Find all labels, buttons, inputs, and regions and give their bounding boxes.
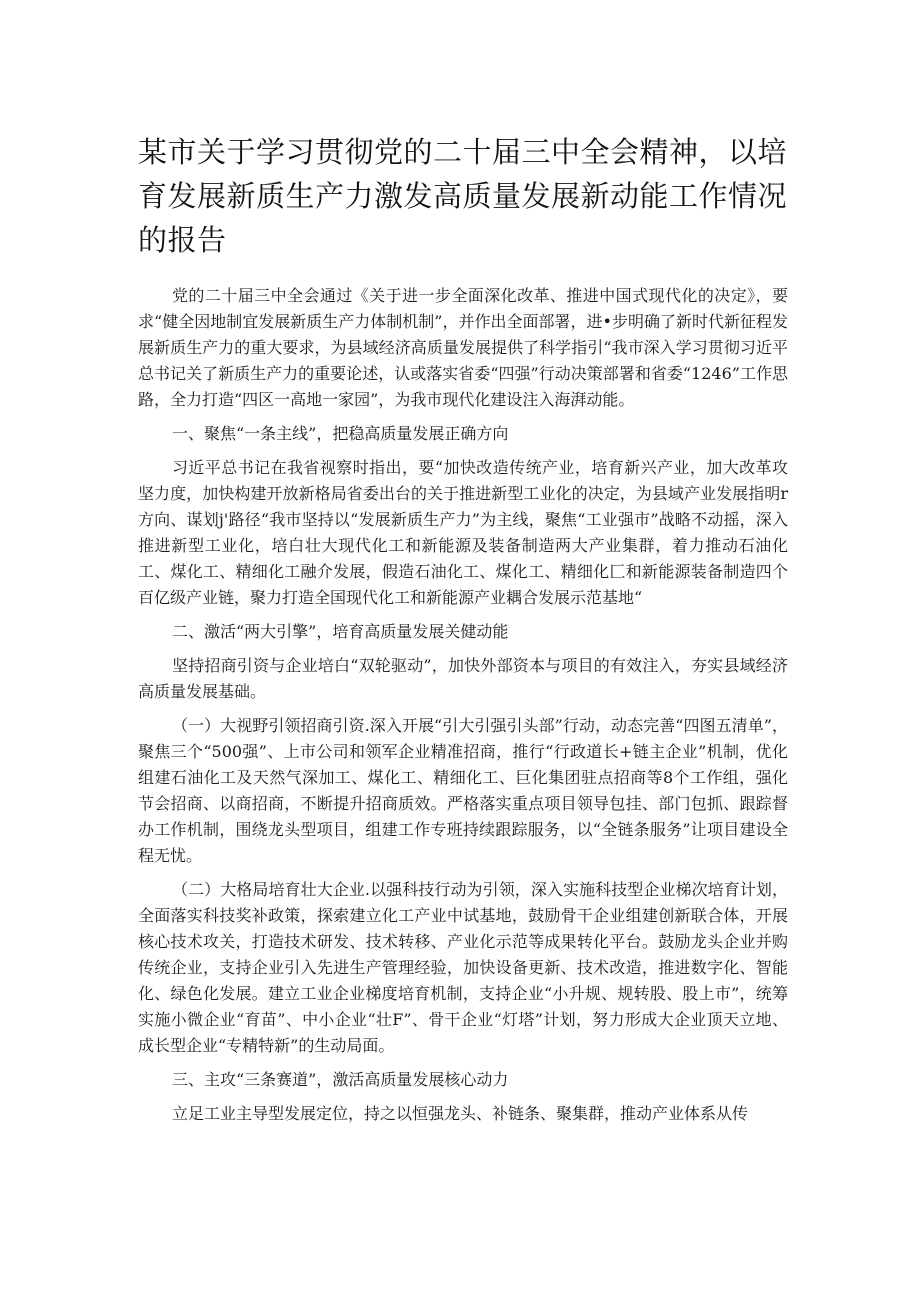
section-1-paragraph: 习近平总书记在我省视察时指出，要“加快改造传统产业，培育新兴产业，加大改革攻坚力度，加快构建开放新格局省委出台的关于推进新型工业化的决定，为县域产业发展指明r方向、谋划j'路径“我市坚持以“发展新质生产力”为主线，聚焦“工业强市”战略不动摇，深入推进新型工业化，培白壮大现代化工和新能源及装备制造两大产业集群，着力推动石油化工、煤化工、精细化工融介发展，假造石油化工、煤化工、精细化匚和新能源装备制造四个百亿级产业链，聚力打造全国现代化工和新能源产业耦合发展示范基地“ [138, 458, 788, 607]
section-heading-3: 三、主攻“三条赛道”，激活高质量发展核心动力 [172, 1070, 509, 1089]
section-3-paragraph: 立足工业主导型发展定位，持之以恒强龙头、补链条、聚集群，推动产业体系从传 [172, 1104, 749, 1123]
section-2-item-2-paragraph: （二）大格局培育壮大企业.以强科技行动为引领，深入实施科技型企业梯次培育计划，全面落实科技奖补政策，探索建立化工产业中试基地，鼓励骨干企业组建创新联合体，开展核心技术攻关，打造技术研发、技术转移、产业化示范等成果转化平台。鼓励龙头企业并购传统企业，支持企业引入先进生产管理经验，加快设备更新、技术改造，推进数字化、智能化、绿色化发展。建立工业企业梯度培育机制，支持企业“小升规、规转股、股上市”，统筹实施小微企业“育苗”、中小企业“壮F”、骨干企业“灯塔”计划，努力形成大企业顶天立地、成长型企业“专精特新”的生动局面。 [138, 880, 788, 1055]
section-heading-2: 二、激活“两大引擎”，培育高质量发展关健动能 [172, 622, 509, 641]
intro-paragraph: 党的二十届三中全会通过《关于进一步全面深化改革、推进中国式现代化的决定》，要求“健全因地制宜发展新质生产力体制机制”，并作出全面部署，进•步明确了新时代新征程发展新质生产力的重大要求，为县域经济高质量发展提供了科学指引“我市深入学习贯彻习近平总书记关了新质生产力的重要论述，认或落实省委“四强”行动决策部署和省委“1246”工作思路，全力打造“四区一高地一家园”，为我市现代化建设注入海湃动能。 [138, 286, 788, 409]
section-heading-1: 一、聚焦“一条主线”，把稳高质量发展正确方向 [172, 424, 509, 443]
section-2-item-1-paragraph: （一）大视野引领招商引资.深入开展“引大引强引头部”行动，动态完善“四图五清单”，聚焦三个“500强”、上市公司和领军企业精准招商，推行“行政道长+链主企业”机制，优化组建石油化工及天然气深加工、煤化工、精细化工、巨化集团驻点招商等8个工作组，强化节会招商、以商招商，不断提升招商质效。严格落实重点项目领导包挂、部门包抓、跟踪督办工作机制，围绕龙头型项目，组建工作专班持续跟踪服务，以“全链条服务”让项目建设全程无忧。 [138, 716, 788, 865]
section-2-intro-paragraph: 坚持招商引资与企业培白“双轮驱动”，加快外部资本与项目的有效注入，夯实县域经济高质量发展基础。 [138, 656, 788, 701]
document-title: 某市关于学习贯彻党的二十届三中全会精神，以培育发展新质生产力激发高质量发展新动能工作情况的报告 [138, 135, 788, 257]
document-body [138, 283, 788, 1135]
